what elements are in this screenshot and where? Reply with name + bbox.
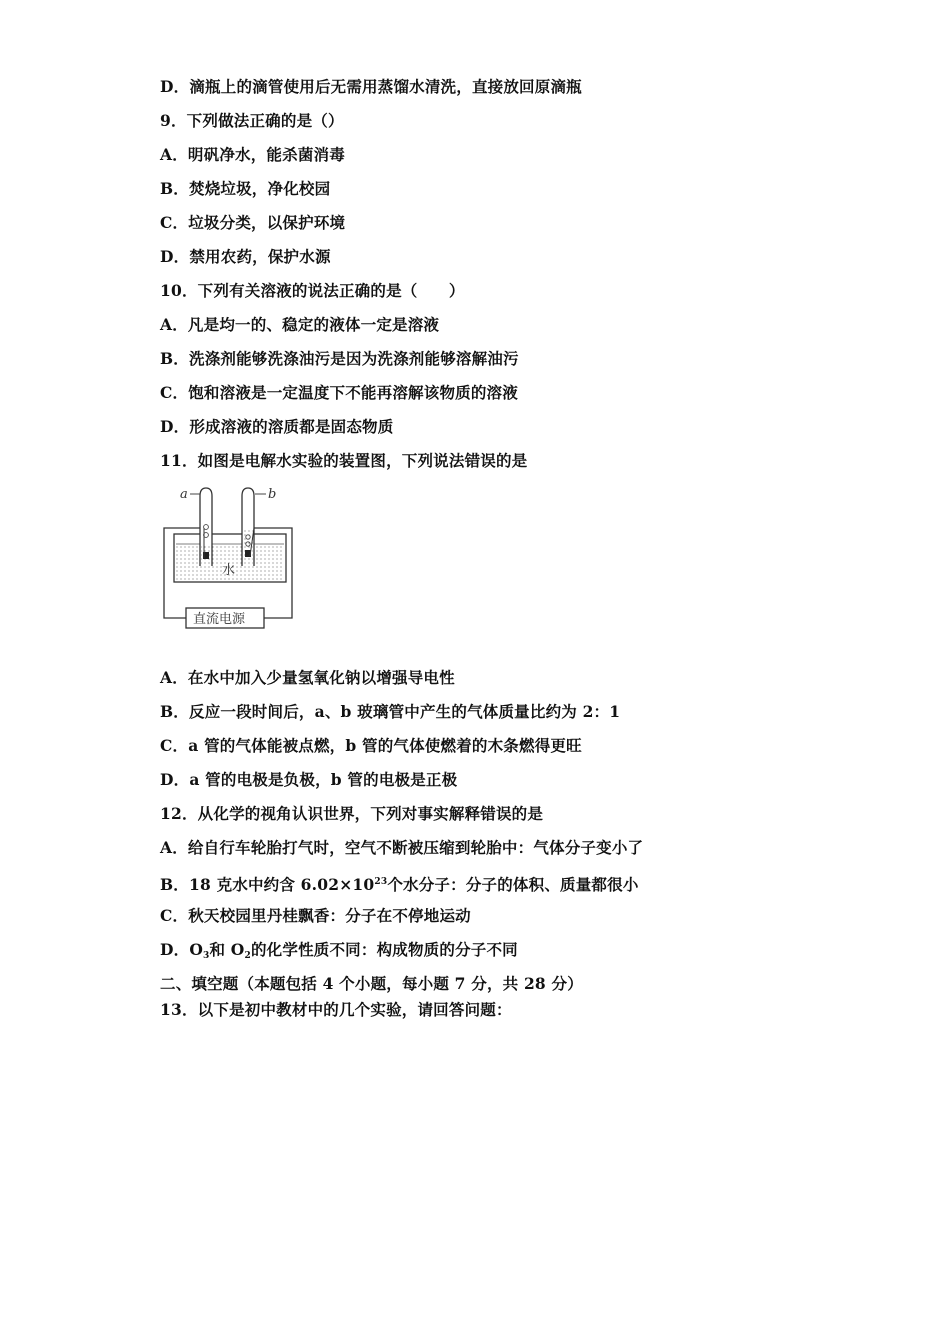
electrolysis-diagram: [160, 482, 305, 637]
q12-option-b-prefix: B．18 克水中约含 6.02×10: [160, 875, 375, 894]
q9-stem: 9．下列做法正确的是（）: [160, 111, 344, 130]
q9-option-c: C．垃圾分类，以保护环境: [160, 213, 346, 232]
q11-option-d: D．a 管的电极是负极，b 管的电极是正极: [160, 770, 458, 789]
q12-option-d-part3: 的化学性质不同：构成物质的分子不同: [250, 940, 518, 959]
q12-option-d-part2: 和 O: [209, 940, 245, 959]
q11-stem: 11．如图是电解水实验的装置图，下列说法错误的是: [160, 451, 528, 470]
q12-option-d-sub2: 2: [244, 951, 251, 961]
q10-option-b: B．洗涤剂能够洗涤油污是因为洗涤剂能够溶解油污: [160, 349, 519, 368]
q11-option-c: C．a 管的气体能被点燃，b 管的气体使燃着的木条燃得更旺: [160, 736, 582, 755]
q12-option-b-suffix: 个水分子：分子的体积、质量都很小: [387, 875, 639, 894]
q12-option-c: C．秋天校园里丹桂飘香：分子在不停地运动: [160, 906, 471, 925]
label-b: b: [268, 487, 277, 502]
q11-option-b: B．反应一段时间后，a、b 玻璃管中产生的气体质量比约为 2：1: [160, 702, 621, 721]
q12-option-b-exponent: 23: [374, 877, 388, 887]
q12-stem: 12．从化学的视角认识世界，下列对事实解释错误的是: [160, 804, 544, 823]
q10-option-a: A．凡是均一的、稳定的液体一定是溶液: [160, 315, 440, 334]
q9-option-d: D．禁用农药，保护水源: [160, 247, 331, 266]
power-supply-label: 直流电源: [193, 612, 246, 627]
q9-option-b: B．焚烧垃圾，净化校园: [160, 179, 331, 198]
q8-option-d: D．滴瓶上的滴管使用后无需用蒸馏水清洗，直接放回原滴瓶: [160, 77, 582, 96]
q13-stem: 13．以下是初中教材中的几个实验，请回答问题：: [160, 1000, 512, 1019]
q12-option-a: A．给自行车轮胎打气时，空气不断被压缩到轮胎中：气体分子变小了: [160, 838, 644, 857]
q12-option-d: [160, 940, 518, 966]
section-2-heading: 二、填空题（本题包括 4 个小题，每小题 7 分，共 28 分）: [160, 974, 583, 993]
q10-option-c: C．饱和溶液是一定温度下不能再溶解该物质的溶液: [160, 383, 518, 402]
q10-option-d: D．形成溶液的溶质都是固态物质: [160, 417, 394, 436]
label-a: a: [180, 487, 188, 502]
electrolysis-figure: [160, 482, 305, 637]
q9-option-a: A．明矾净水，能杀菌消毒: [160, 145, 345, 164]
q12-option-b: [160, 872, 639, 895]
q12-option-d-sub1: 3: [203, 951, 210, 961]
q12-option-d-part1: D．O: [160, 940, 204, 959]
q10-stem: 10．下列有关溶液的说法正确的是（ ）: [160, 281, 465, 300]
q11-option-a: A．在水中加入少量氢氧化钠以增强导电性: [160, 668, 455, 687]
water-label: 水: [222, 563, 236, 578]
